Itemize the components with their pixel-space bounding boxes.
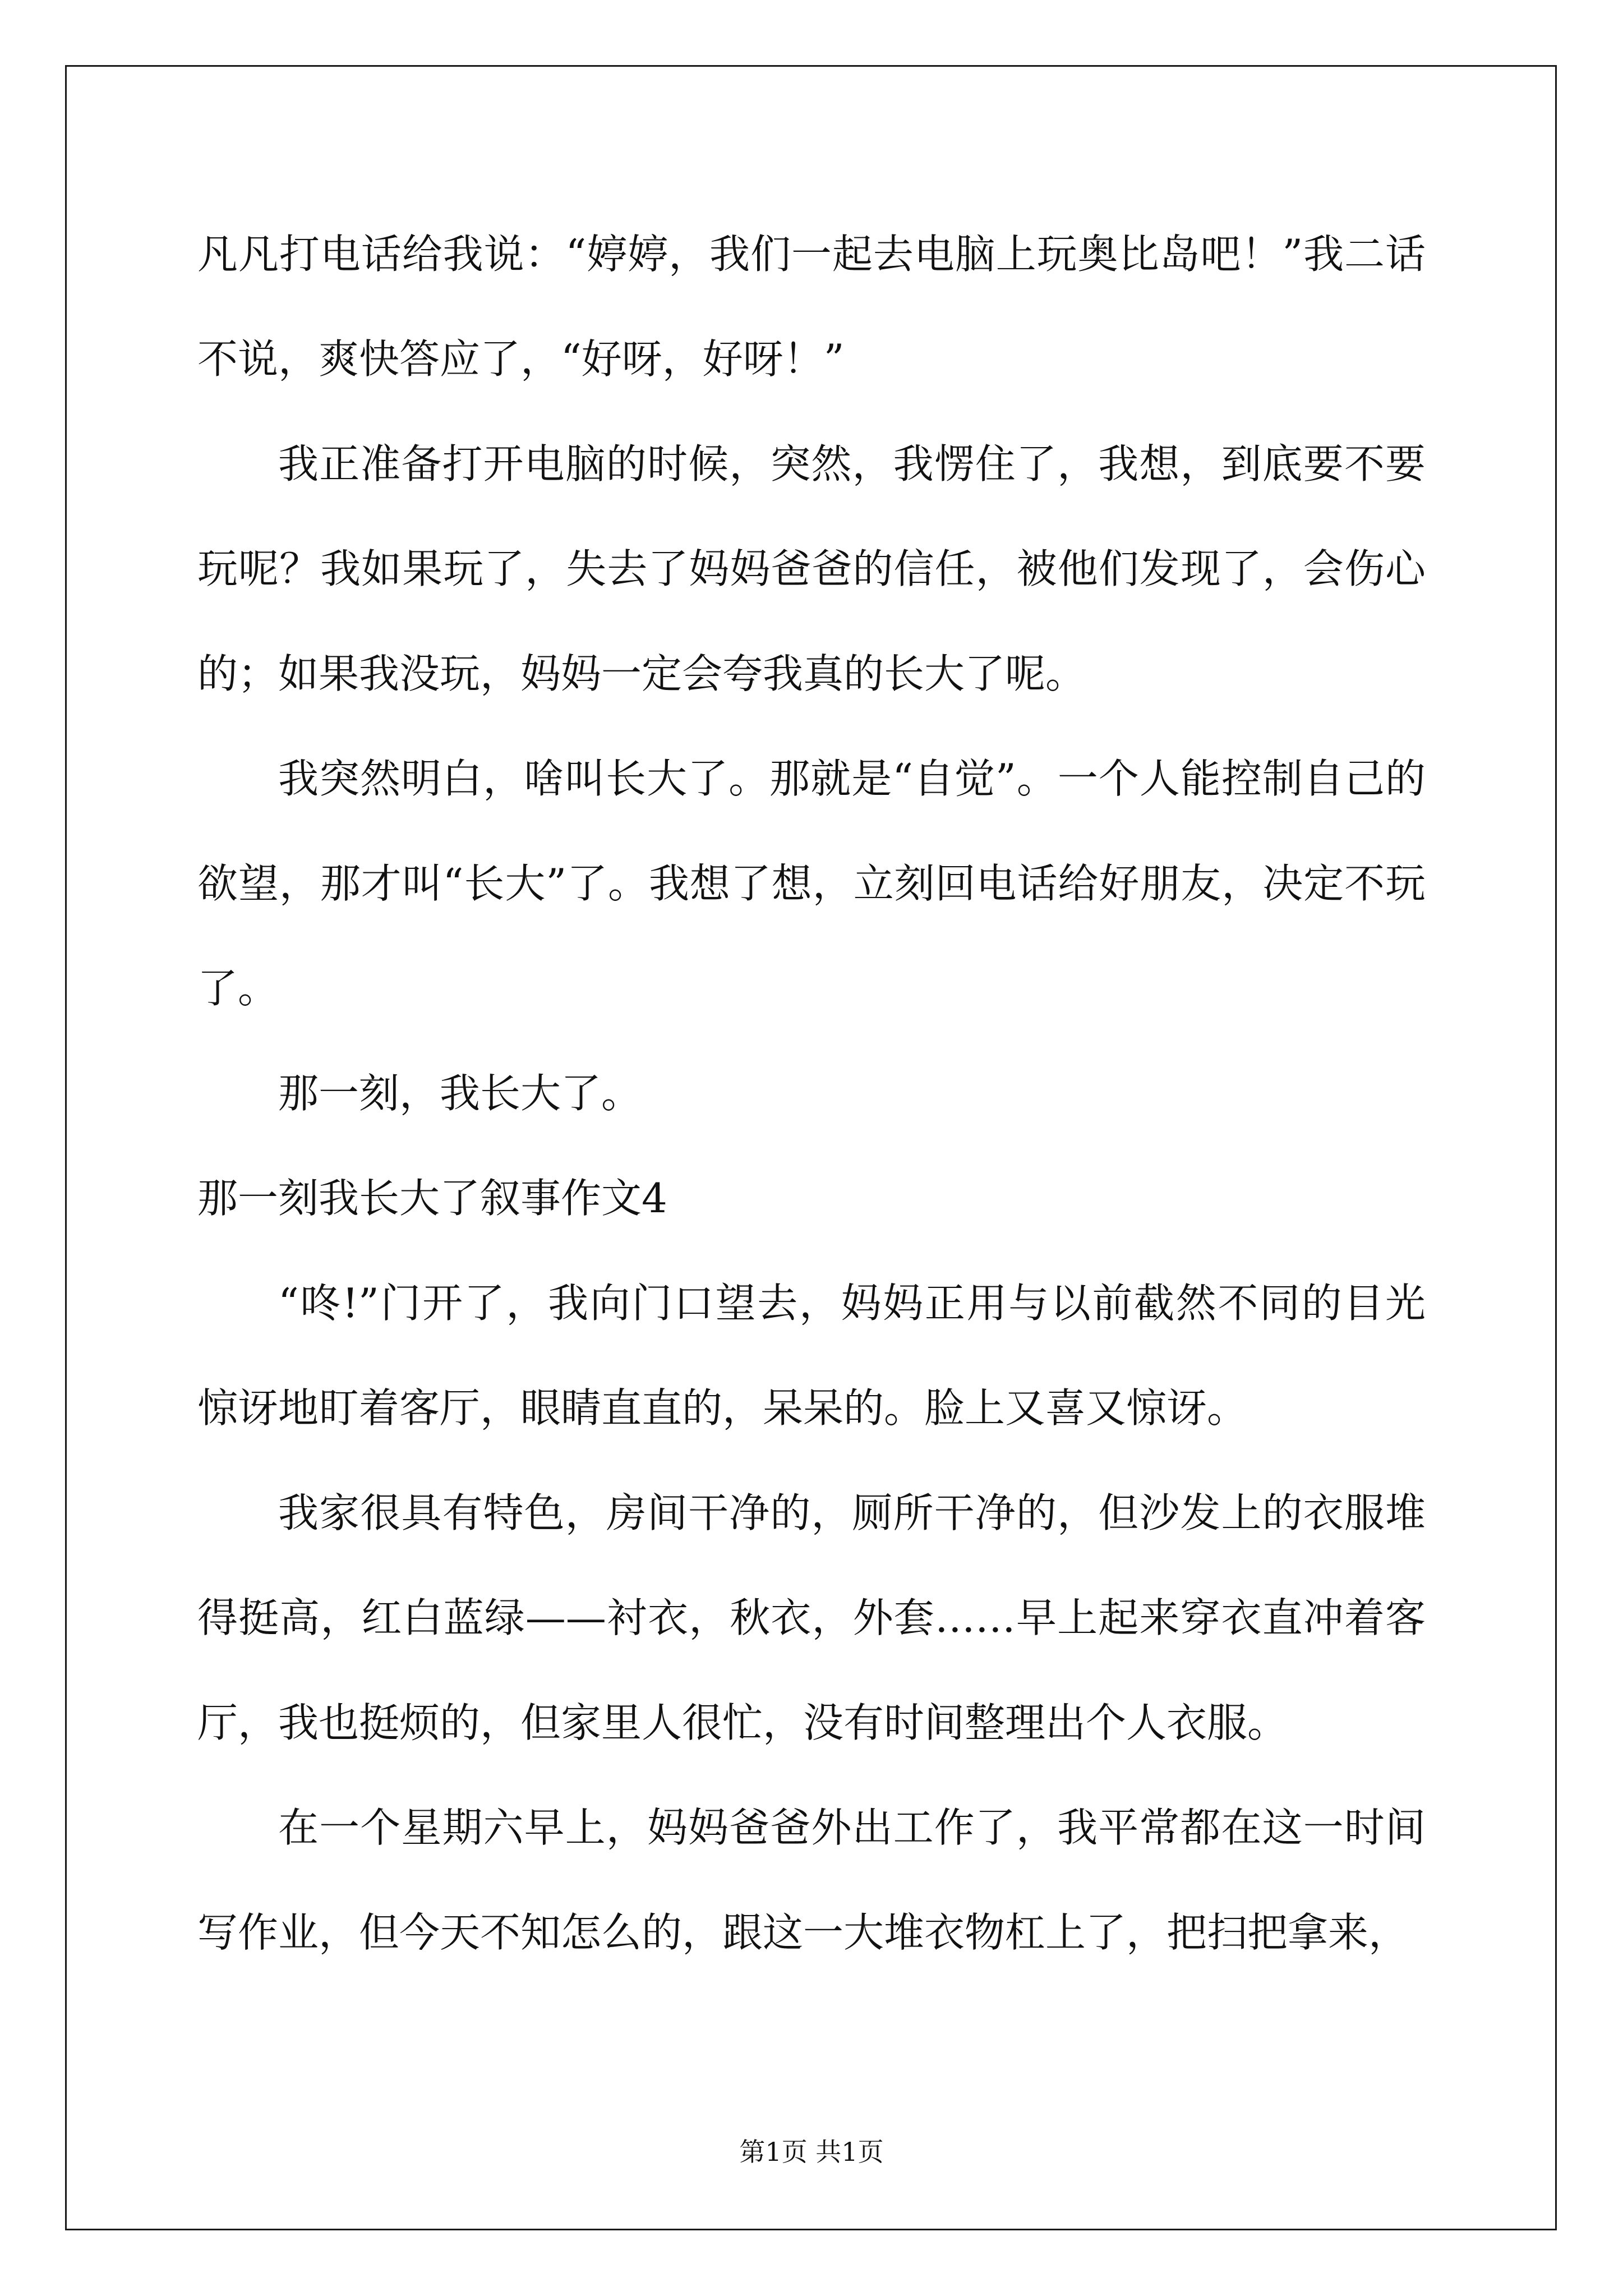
page-footer: 第1页 共1页 bbox=[739, 2137, 884, 2167]
document-body bbox=[197, 202, 1426, 1985]
paragraph-3: 我突然明白，啥叫长大了。那就是“自觉”。一个人能控制自己的欲望，那才叫“长大”了。我想了想，立刻回电话给好朋友，决定不玩了。 bbox=[197, 755, 1426, 1012]
paragraph-4: 那一刻，我长大了。 bbox=[278, 1070, 642, 1117]
paragraph-7: 在一个星期六早上，妈妈爸爸外出工作了，我平常都在这一时间写作业，但今天不知怎么的，跟这一大堆衣物杠上了，把扫把拿来， bbox=[197, 1804, 1426, 1956]
section-heading: 那一刻我长大了叙事作文4 bbox=[197, 1175, 667, 1222]
paragraph-6: 我家很具有特色，房间干净的，厕所干净的，但沙发上的衣服堆得挺高，红白蓝绿——衬衣，秋衣，外套……早上起来穿衣直冲着客厅，我也挺烦的，但家里人很忙，没有时间整理出个人衣服。 bbox=[197, 1489, 1426, 1746]
paragraph-5: “咚!”门开了，我向门口望去，妈妈正用与以前截然不同的目光惊讶地盯着客厅，眼睛直直的，呆呆的。脸上又喜又惊讶。 bbox=[197, 1280, 1426, 1432]
paragraph-2: 我正准备打开电脑的时候，突然，我愣住了，我想，到底要不要玩呢？我如果玩了，失去了妈妈爸爸的信任，被他们发现了，会伤心的；如果我没玩，妈妈一定会夸我真的长大了呢。 bbox=[197, 440, 1426, 697]
paragraph-1: 凡凡打电话给我说：“婷婷，我们一起去电脑上玩奥比岛吧！”我二话不说，爽快答应了，“好呀，好呀！” bbox=[197, 231, 1426, 383]
